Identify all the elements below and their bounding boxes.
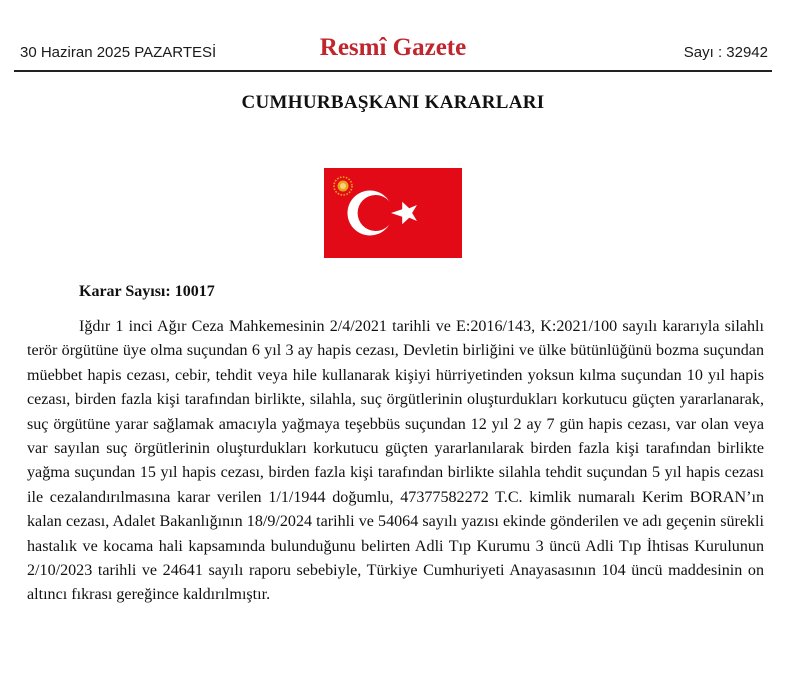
gazette-title: Resmî Gazete — [319, 34, 467, 61]
turkish-flag-emblem — [324, 168, 462, 258]
publication-date: 30 Haziran 2025 PAZARTESİ — [20, 44, 217, 61]
header-divider — [14, 70, 772, 72]
decision-number: Karar Sayısı: 10017 — [79, 283, 215, 300]
section-title: CUMHURBAŞKANI KARARLARI — [241, 92, 545, 113]
decision-body-text: Iğdır 1 inci Ağır Ceza Mahkemesinin 2/4/2021 tarihli ve E:2016/143, K:2021/100 sayılı kararıyla silahlı terör örgütüne üye olma suçundan 6 yıl 3 ay hapis cezası, Devletin birliğini ve ülke bütünlüğünü bozma suçundan müebbet hapis cezası, cebir, tehdit veya hile kullanarak kişiyi hürriyetinden yoksun kılma suçundan 10 yıl hapis cezası, birden fazla kişi tarafından birlikte, silahla, suç örgütlerinin oluşturdukları korkutucu güçten yararlanarak, suç örgütüne yarar sağlamak amacıyla yağmaya teşebbüs suçundan 12 yıl 2 ay 7 gün hapis cezası, var olan veya var sayılan suç örgütlerinin oluşturdukları korkutucu güçten yararlanılarak birden fazla kişi tarafından birlikte yağma suçundan 15 yıl hapis cezası, birden fazla kişi tarafından birlikte silahla tehdit suçundan 5 yıl hapis cezası ile cezalandırılmasına karar verilen 1/1/1944 doğumlu, 47377582272 T.C. kimlik numaralı Kerim BORAN’ın kalan cezası, Adalet Bakanlığının 18/9/2024 tarihli ve 54064 sayılı yazısı ekinde gönderilen ve adı geçenin sürekli hastalık ve kocama hali kapsamında bulunduğunu belirten Adli Tıp Kurumu 3 üncü Adli Tıp İhtisas Kurulunun 2/10/2023 tarihli ve 24641 sayılı raporu sebebiyle, Türkiye Cumhuriyeti Anayasasının 104 üncü maddesinin on altıncı fıkrası gereğince kaldırılmıştır. — [27, 318, 764, 604]
gazette-header — [0, 0, 786, 72]
issue-number: Sayı : 32942 — [683, 44, 768, 61]
